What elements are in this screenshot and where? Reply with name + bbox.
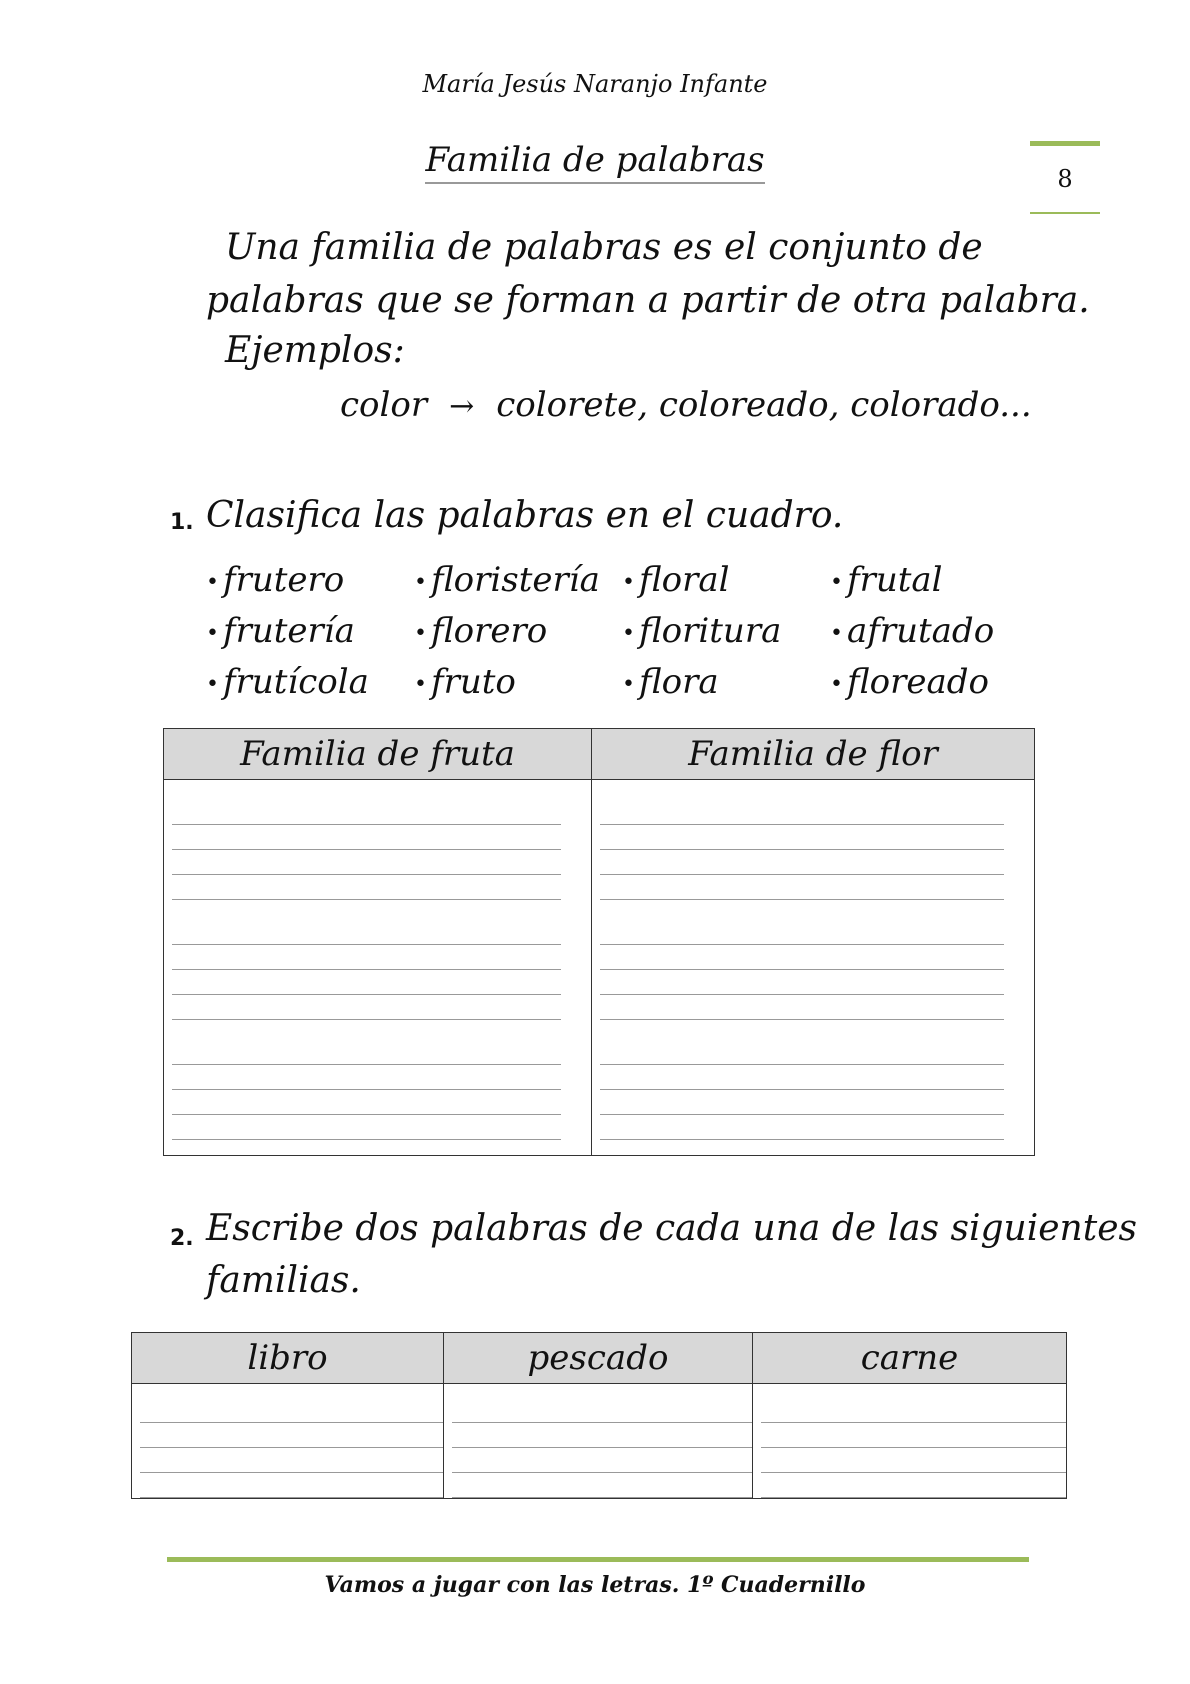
word-item: • frutícola [206,662,369,702]
arrow-icon: → [449,389,475,424]
word-item: • frutero [206,560,344,600]
table-header-libro: libro [132,1333,444,1384]
example-base-word: color [340,385,428,425]
word-item: • floreado [830,662,989,702]
exercise-1-number: 1. [170,510,194,535]
footer-rule [167,1557,1029,1562]
exercise-2-table [131,1332,1067,1499]
exercise-2-instruction-line-1: Escribe dos palabras de cada una de las siguientes [206,1208,1137,1249]
page-title [0,140,1190,180]
page-title-text: Familia de palabras [425,140,764,184]
writing-area-flor[interactable] [592,780,1035,1156]
word-item: • frutal [830,560,943,600]
example-derived-words: colorete, coloreado, colorado... [496,385,1032,425]
table-header-flor: Familia de flor [592,729,1035,780]
page-number: 8 [1057,165,1073,193]
exercise-2-instruction-line-2: familias. [206,1260,361,1301]
footer-text: Vamos a jugar con las letras. 1º Cuadernillo [324,1572,866,1598]
writing-area-libro[interactable] [132,1384,444,1499]
word-item: • florero [414,611,547,651]
exercise-1-instruction: Clasifica las palabras en el cuadro. [206,495,844,536]
word-item: • flora [622,662,719,702]
word-item: • fruto [414,662,516,702]
intro-line-1: Una familia de palabras es el conjunto de [225,227,983,268]
author-name: María Jesús Naranjo Infante [422,70,768,98]
word-item: • frutería [206,611,355,651]
exercise-2-number: 2. [170,1226,194,1251]
word-item: • floritura [622,611,781,651]
intro-examples-label: Ejemplos: [225,330,405,371]
table-header-pescado: pescado [444,1333,753,1384]
word-item: • floristería [414,560,600,600]
writing-area-pescado[interactable] [444,1384,753,1499]
table-header-carne: carne [753,1333,1067,1384]
word-item: • afrutado [830,611,994,651]
intro-line-2: palabras que se forman a partir de otra palabra. [206,280,1090,321]
table-header-fruta: Familia de fruta [164,729,592,780]
exercise-1-table [163,728,1035,1156]
writing-area-fruta[interactable] [164,780,592,1156]
example-line [340,385,1032,425]
page-number-bottom-rule [1030,212,1100,214]
writing-area-carne[interactable] [753,1384,1067,1499]
word-item: • floral [622,560,730,600]
page-number-top-rule [1030,141,1100,146]
